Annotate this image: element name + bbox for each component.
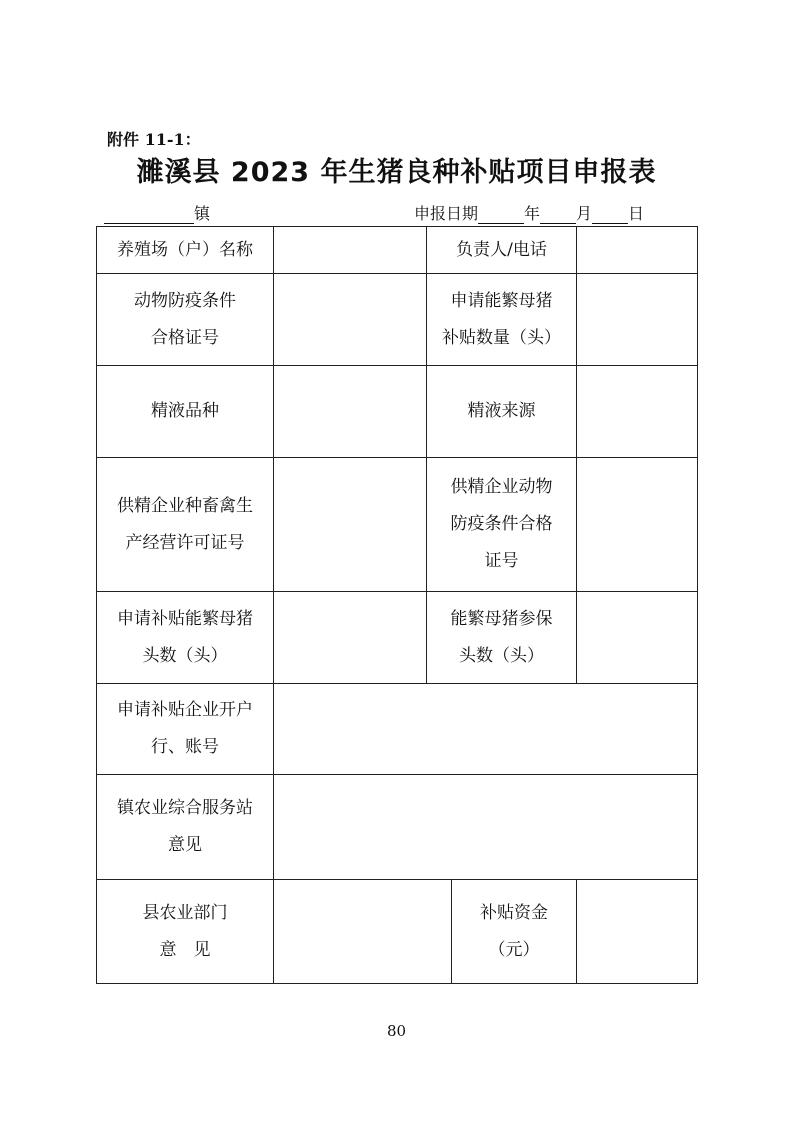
day-blank[interactable] xyxy=(592,205,628,224)
town-station-value[interactable] xyxy=(274,775,698,880)
year-blank[interactable] xyxy=(478,205,524,224)
semen-breed-label: 精液品种 xyxy=(97,366,274,458)
subsidy-heads-label: 申请补贴能繁母猪 头数（头） xyxy=(97,592,274,684)
town-suffix: 镇 xyxy=(194,204,211,223)
supplier-license-value[interactable] xyxy=(274,458,427,592)
table-row xyxy=(97,227,698,274)
county-dept-value[interactable] xyxy=(274,880,452,984)
report-date xyxy=(414,201,644,224)
sow-count-value[interactable] xyxy=(577,274,698,366)
year-label: 年 xyxy=(524,204,541,223)
table-row xyxy=(97,775,698,880)
attachment-label: 附件 11-1： xyxy=(107,130,201,149)
animal-cert-label: 动物防疫条件 合格证号 xyxy=(97,274,274,366)
table-row xyxy=(97,458,698,592)
town-blank[interactable] xyxy=(104,205,194,224)
application-table xyxy=(96,226,698,984)
farm-name-label: 养殖场（户）名称 xyxy=(97,227,274,274)
subsidy-funds-value[interactable] xyxy=(577,880,698,984)
table-row xyxy=(97,880,698,984)
town-station-label: 镇农业综合服务站 意见 xyxy=(97,775,274,880)
semen-source-value[interactable] xyxy=(577,366,698,458)
semen-breed-value[interactable] xyxy=(274,366,427,458)
subsidy-funds-label: 补贴资金 （元） xyxy=(452,880,577,984)
insured-heads-value[interactable] xyxy=(577,592,698,684)
semen-source-label: 精液来源 xyxy=(427,366,577,458)
supplier-license-label: 供精企业种畜禽生 产经营许可证号 xyxy=(97,458,274,592)
page-number: 80 xyxy=(386,1022,407,1040)
day-label: 日 xyxy=(628,204,645,223)
month-label: 月 xyxy=(576,204,593,223)
bank-account-label: 申请补贴企业开户 行、账号 xyxy=(97,684,274,775)
supplier-cert-value[interactable] xyxy=(577,458,698,592)
town-field xyxy=(104,201,210,224)
contact-value[interactable] xyxy=(577,227,698,274)
county-dept-label: 县农业部门 意 见 xyxy=(97,880,274,984)
table-row xyxy=(97,274,698,366)
report-date-label: 申报日期 xyxy=(414,204,479,223)
animal-cert-value[interactable] xyxy=(274,274,427,366)
header-line xyxy=(96,201,697,225)
form-title: 濉溪县 2023 年生猪良种补贴项目申报表 xyxy=(136,157,657,188)
insured-heads-label: 能繁母猪参保 头数（头） xyxy=(427,592,577,684)
table-row xyxy=(97,592,698,684)
bank-account-value[interactable] xyxy=(274,684,698,775)
subsidy-heads-value[interactable] xyxy=(274,592,427,684)
table-row xyxy=(97,366,698,458)
sow-count-label: 申请能繁母猪 补贴数量（头） xyxy=(427,274,577,366)
month-blank[interactable] xyxy=(540,205,576,224)
contact-label: 负责人/电话 xyxy=(427,227,577,274)
table-row xyxy=(97,684,698,775)
supplier-cert-label: 供精企业动物 防疫条件合格 证号 xyxy=(427,458,577,592)
farm-name-value[interactable] xyxy=(274,227,427,274)
